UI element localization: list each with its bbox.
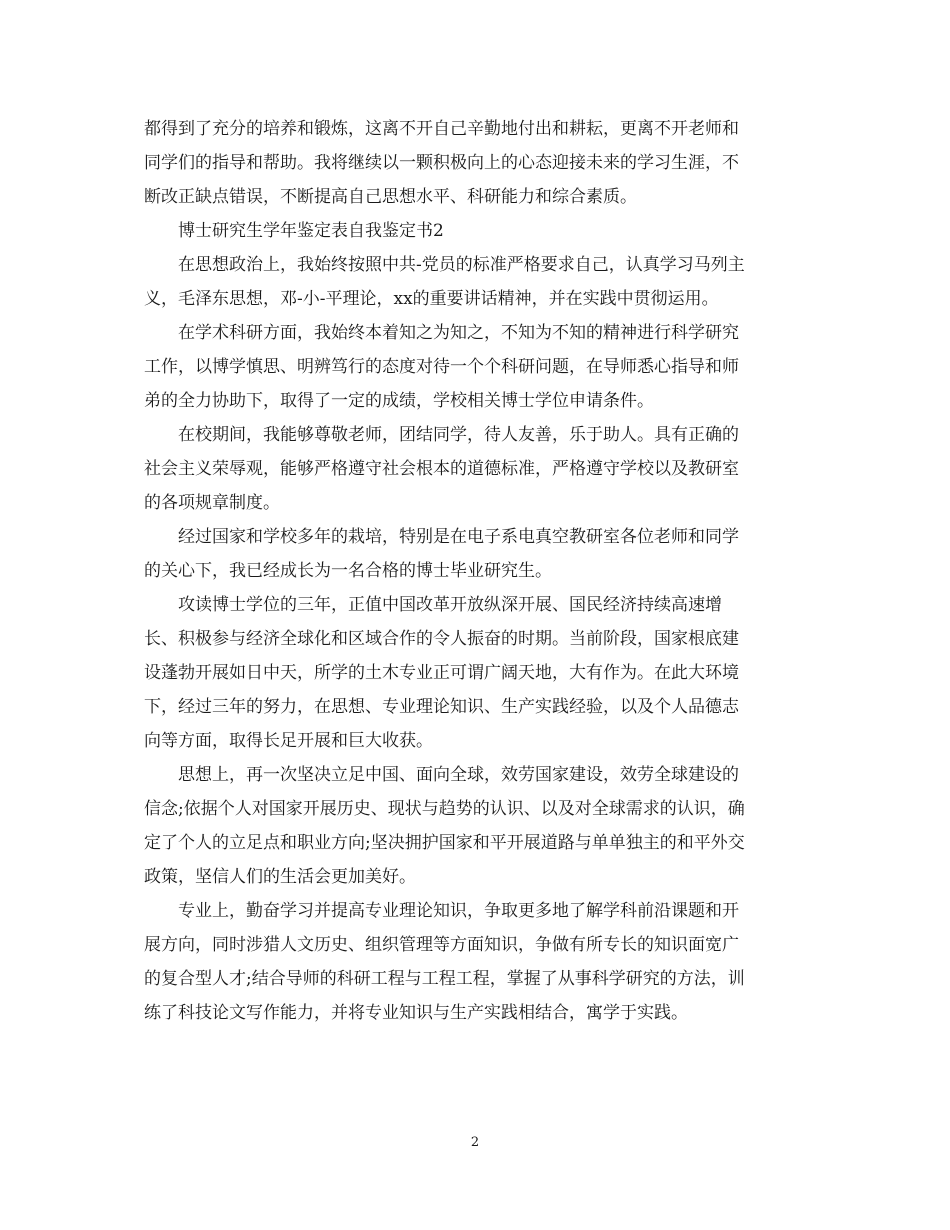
text-line: 经过国家和学校多年的栽培，特别是在电子系电真空教研室各位老师和同学 bbox=[178, 527, 739, 547]
text-line: 在思想政治上，我始终按照中共-党员的标准严格要求自己，认真学习马列主 bbox=[178, 255, 745, 275]
section-heading: 博士研究生学年鉴定表自我鉴定书2 bbox=[178, 221, 444, 241]
text-line: 设蓬勃开展如日中天，所学的土木专业正可谓广阔天地，大有作为。在此大环境 bbox=[144, 663, 739, 683]
text-line: 专业上，勤奋学习并提高专业理论知识，争取更多地了解学科前沿课题和开 bbox=[178, 901, 739, 921]
text-line: 弟的全力协助下，取得了一定的成绩，学校相关博士学位申请条件。 bbox=[144, 391, 654, 411]
text-line: 义，毛泽东思想，邓-小-平理论，xx的重要讲话精神，并在实践中贯彻运用。 bbox=[144, 289, 719, 309]
text-line: 信念;依据个人对国家开展历史、现状与趋势的认识、以及对全球需求的认识，确 bbox=[144, 799, 745, 819]
document-body bbox=[144, 112, 804, 1030]
text-line: 定了个人的立足点和职业方向;坚决拥护国家和平开展道路与单单独主的和平外交 bbox=[144, 833, 745, 853]
text-line: 社会主义荣辱观，能够严格遵守社会根本的道德标准，严格遵守学校以及教研室 bbox=[144, 459, 739, 479]
text-line: 的各项规章制度。 bbox=[144, 493, 280, 513]
page-number: 2 bbox=[470, 1135, 480, 1150]
text-line: 的复合型人才;结合导师的科研工程与工程工程，掌握了从事科学研究的方法，训 bbox=[144, 969, 745, 989]
text-line: 下，经过三年的努力，在思想、专业理论知识、生产实践经验，以及个人品德志 bbox=[144, 697, 739, 717]
text-line: 在校期间，我能够尊敬老师，团结同学，待人友善，乐于助人。具有正确的 bbox=[178, 425, 739, 445]
text-line: 同学们的指导和帮助。我将继续以一颗积极向上的心态迎接未来的学习生涯，不 bbox=[144, 153, 739, 173]
text-line: 政策，坚信人们的生活会更加美好。 bbox=[144, 867, 416, 887]
text-line: 工作，以博学慎思、明辨笃行的态度对待一个个科研问题，在导师悉心指导和师 bbox=[144, 357, 739, 377]
text-line: 长、积极参与经济全球化和区域合作的令人振奋的时期。当前阶段，国家根底建 bbox=[144, 629, 739, 649]
text-line: 在学术科研方面，我始终本着知之为知之，不知为不知的精神进行科学研究 bbox=[178, 323, 739, 343]
text-line: 向等方面，取得长足开展和巨大收获。 bbox=[144, 731, 433, 751]
text-line: 断改正缺点错误，不断提高自己思想水平、科研能力和综合素质。 bbox=[144, 187, 637, 207]
text-line: 练了科技论文写作能力，并将专业知识与生产实践相结合，寓学于实践。 bbox=[144, 1003, 688, 1023]
text-line: 都得到了充分的培养和锻炼，这离不开自己辛勤地付出和耕耘，更离不开老师和 bbox=[144, 119, 739, 139]
text-line: 展方向，同时涉猎人文历史、组织管理等方面知识，争做有所专长的知识面宽广 bbox=[144, 935, 739, 955]
text-line: 的关心下，我已经成长为一名合格的博士毕业研究生。 bbox=[144, 561, 552, 581]
text-line: 思想上，再一次坚决立足中国、面向全球，效劳国家建设，效劳全球建设的 bbox=[178, 765, 739, 785]
text-line: 攻读博士学位的三年，正值中国改革开放纵深开展、国民经济持续高速增 bbox=[178, 595, 722, 615]
